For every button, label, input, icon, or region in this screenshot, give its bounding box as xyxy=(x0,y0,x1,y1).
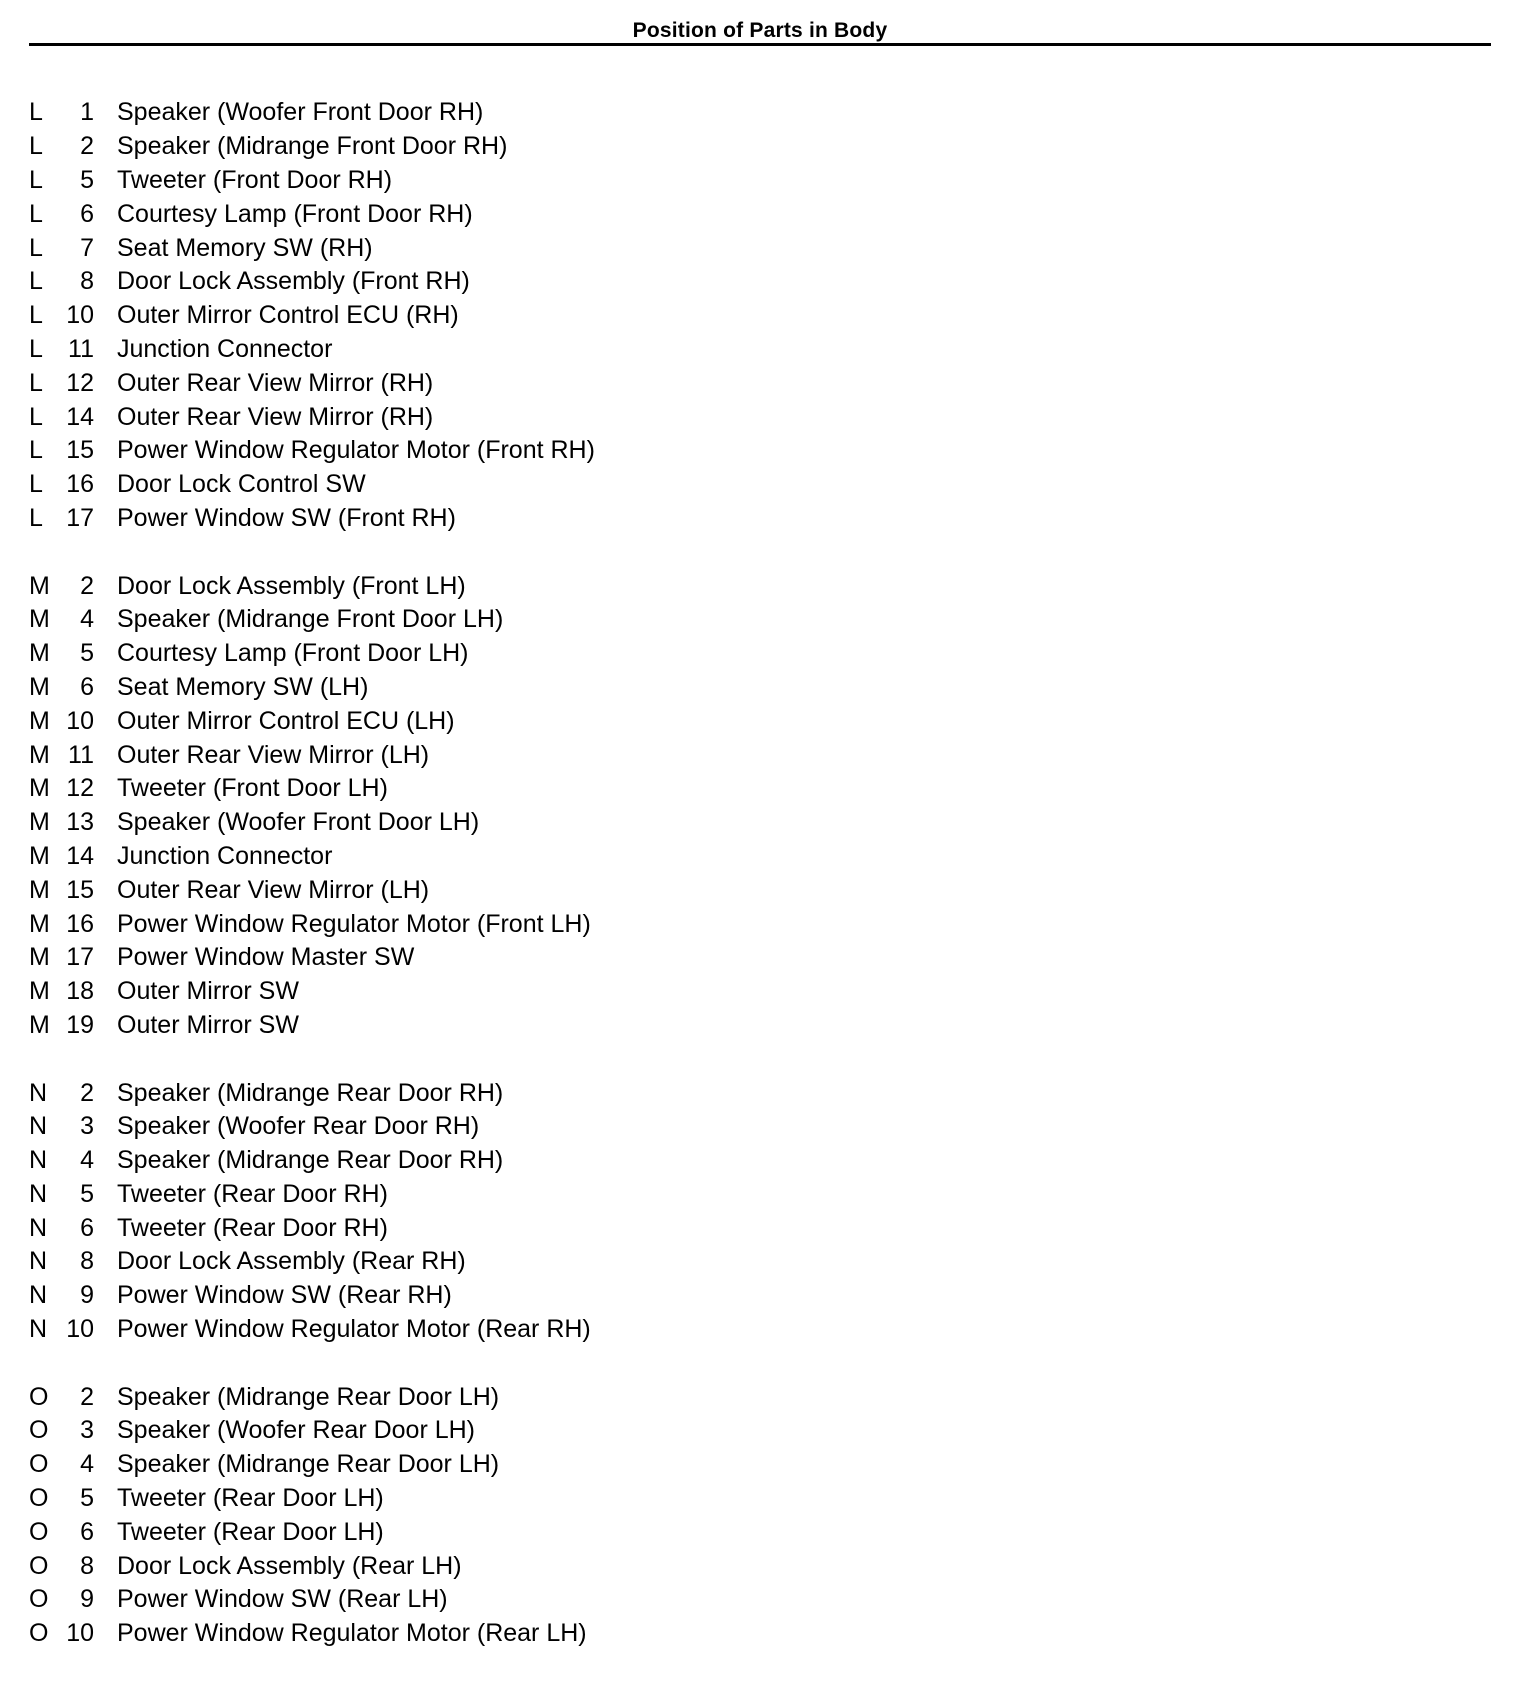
part-name: Speaker (Woofer Front Door RH) xyxy=(117,98,484,127)
part-name: Junction Connector xyxy=(117,334,333,363)
part-location-letter: M xyxy=(29,639,50,668)
part-row xyxy=(29,907,1489,941)
part-location-letter: N xyxy=(29,1146,48,1175)
part-name: Door Lock Assembly (Front RH) xyxy=(117,267,470,296)
part-name: Outer Mirror SW xyxy=(117,977,299,1006)
part-number: 11 xyxy=(68,740,94,769)
part-name: Power Window SW (Front RH) xyxy=(117,503,456,532)
part-row xyxy=(29,1245,1489,1279)
part-location-letter: M xyxy=(29,571,50,600)
part-number: 2 xyxy=(80,1382,94,1411)
part-location-letter: M xyxy=(29,977,50,1006)
part-name: Power Window Master SW xyxy=(117,943,415,972)
part-location-letter: O xyxy=(29,1382,49,1411)
part-location-letter: M xyxy=(29,774,50,803)
part-location-letter: M xyxy=(29,706,50,735)
part-number: 2 xyxy=(80,571,94,600)
part-location-letter: L xyxy=(29,368,43,397)
part-row xyxy=(29,671,1489,705)
part-row xyxy=(29,806,1489,840)
part-group-o xyxy=(29,1380,1489,1650)
part-location-letter: L xyxy=(29,132,43,161)
part-number: 4 xyxy=(80,1146,94,1175)
part-number: 13 xyxy=(66,808,94,837)
part-row xyxy=(29,1144,1489,1178)
part-number: 17 xyxy=(66,943,94,972)
part-row xyxy=(29,975,1489,1009)
part-number: 1 xyxy=(80,98,94,127)
part-number: 16 xyxy=(66,470,94,499)
part-row xyxy=(29,197,1489,231)
part-location-letter: O xyxy=(29,1551,49,1580)
part-number: 10 xyxy=(66,1315,94,1344)
part-row xyxy=(29,1009,1489,1043)
part-name: Door Lock Assembly (Front LH) xyxy=(117,571,466,600)
part-row xyxy=(29,1448,1489,1482)
part-row xyxy=(29,1549,1489,1583)
part-name: Outer Mirror Control ECU (LH) xyxy=(117,706,455,735)
part-name: Speaker (Woofer Rear Door LH) xyxy=(117,1416,476,1445)
part-name: Outer Rear View Mirror (LH) xyxy=(117,740,430,769)
part-number: 2 xyxy=(80,132,94,161)
part-location-letter: L xyxy=(29,165,43,194)
part-name: Speaker (Midrange Rear Door RH) xyxy=(117,1078,504,1107)
part-name: Tweeter (Rear Door LH) xyxy=(117,1517,384,1546)
part-location-letter: O xyxy=(29,1585,49,1614)
part-row xyxy=(29,1279,1489,1313)
part-number: 10 xyxy=(66,1619,94,1648)
part-name: Door Lock Control SW xyxy=(117,470,366,499)
part-location-letter: M xyxy=(29,875,50,904)
part-row xyxy=(29,231,1489,265)
part-row xyxy=(29,873,1489,907)
part-location-letter: N xyxy=(29,1213,48,1242)
part-location-letter: N xyxy=(29,1112,48,1141)
part-group-l xyxy=(29,96,1489,535)
part-name: Door Lock Assembly (Rear LH) xyxy=(117,1551,462,1580)
part-location-letter: O xyxy=(29,1450,49,1479)
part-row xyxy=(29,704,1489,738)
part-name: Power Window Regulator Motor (Front RH) xyxy=(117,436,595,465)
part-name: Power Window Regulator Motor (Rear RH) xyxy=(117,1315,591,1344)
part-name: Junction Connector xyxy=(117,841,333,870)
part-row xyxy=(29,1110,1489,1144)
part-row xyxy=(29,130,1489,164)
part-name: Seat Memory SW (LH) xyxy=(117,672,369,701)
part-row xyxy=(29,164,1489,198)
part-location-letter: M xyxy=(29,740,50,769)
part-name: Speaker (Midrange Rear Door RH) xyxy=(117,1146,504,1175)
part-number: 2 xyxy=(80,1078,94,1107)
part-number: 10 xyxy=(66,301,94,330)
part-location-letter: L xyxy=(29,470,43,499)
part-number: 5 xyxy=(80,1179,94,1208)
part-group-n xyxy=(29,1076,1489,1346)
part-location-letter: L xyxy=(29,334,43,363)
part-row xyxy=(29,603,1489,637)
part-row xyxy=(29,502,1489,536)
part-location-letter: L xyxy=(29,267,43,296)
part-name: Courtesy Lamp (Front Door RH) xyxy=(117,199,473,228)
part-row xyxy=(29,1178,1489,1212)
page-title: Position of Parts in Body xyxy=(632,19,888,42)
part-location-letter: M xyxy=(29,909,50,938)
part-location-letter: M xyxy=(29,1010,50,1039)
part-row xyxy=(29,1617,1489,1651)
part-name: Power Window Regulator Motor (Front LH) xyxy=(117,909,591,938)
part-location-letter: L xyxy=(29,233,43,262)
part-location-letter: O xyxy=(29,1484,49,1513)
part-row xyxy=(29,400,1489,434)
part-number: 6 xyxy=(80,1517,94,1546)
part-row xyxy=(29,333,1489,367)
part-row xyxy=(29,1583,1489,1617)
part-location-letter: L xyxy=(29,199,43,228)
part-row xyxy=(29,1414,1489,1448)
part-number: 4 xyxy=(80,605,94,634)
part-row xyxy=(29,738,1489,772)
part-location-letter: M xyxy=(29,841,50,870)
part-location-letter: M xyxy=(29,672,50,701)
title-divider xyxy=(29,43,1491,46)
part-name: Speaker (Woofer Rear Door RH) xyxy=(117,1112,480,1141)
part-name: Outer Rear View Mirror (RH) xyxy=(117,402,434,431)
part-row xyxy=(29,299,1489,333)
part-number: 6 xyxy=(80,199,94,228)
part-number: 5 xyxy=(80,165,94,194)
part-number: 9 xyxy=(80,1281,94,1310)
part-number: 6 xyxy=(80,1213,94,1242)
part-name: Door Lock Assembly (Rear RH) xyxy=(117,1247,466,1276)
part-location-letter: O xyxy=(29,1416,49,1445)
part-number: 5 xyxy=(80,1484,94,1513)
part-number: 15 xyxy=(66,875,94,904)
part-number: 18 xyxy=(66,977,94,1006)
part-name: Outer Mirror SW xyxy=(117,1010,299,1039)
part-row xyxy=(29,1482,1489,1516)
part-name: Tweeter (Rear Door RH) xyxy=(117,1179,388,1208)
part-name: Speaker (Midrange Rear Door LH) xyxy=(117,1450,500,1479)
part-row xyxy=(29,1380,1489,1414)
part-name: Seat Memory SW (RH) xyxy=(117,233,373,262)
part-row xyxy=(29,265,1489,299)
parts-list xyxy=(29,96,1489,1684)
part-location-letter: L xyxy=(29,301,43,330)
part-name: Power Window SW (Rear LH) xyxy=(117,1585,448,1614)
part-location-letter: N xyxy=(29,1315,48,1344)
part-row xyxy=(29,840,1489,874)
part-number: 3 xyxy=(80,1112,94,1141)
part-row xyxy=(29,96,1489,130)
part-name: Power Window SW (Rear RH) xyxy=(117,1281,452,1310)
part-number: 8 xyxy=(80,1551,94,1580)
part-number: 8 xyxy=(80,267,94,296)
part-number: 9 xyxy=(80,1585,94,1614)
part-number: 12 xyxy=(66,368,94,397)
part-number: 4 xyxy=(80,1450,94,1479)
part-location-letter: N xyxy=(29,1078,48,1107)
part-number: 11 xyxy=(68,334,94,363)
part-row xyxy=(29,772,1489,806)
part-location-letter: L xyxy=(29,402,43,431)
part-name: Tweeter (Rear Door RH) xyxy=(117,1213,388,1242)
part-location-letter: O xyxy=(29,1619,49,1648)
part-row xyxy=(29,569,1489,603)
part-location-letter: L xyxy=(29,503,43,532)
part-row xyxy=(29,1076,1489,1110)
part-location-letter: L xyxy=(29,98,43,127)
part-location-letter: N xyxy=(29,1247,48,1276)
part-name: Outer Mirror Control ECU (RH) xyxy=(117,301,459,330)
part-location-letter: N xyxy=(29,1281,48,1310)
part-number: 14 xyxy=(66,402,94,431)
part-row xyxy=(29,366,1489,400)
part-row xyxy=(29,637,1489,671)
part-row xyxy=(29,941,1489,975)
part-name: Speaker (Midrange Front Door LH) xyxy=(117,605,504,634)
part-number: 14 xyxy=(66,841,94,870)
part-number: 15 xyxy=(66,436,94,465)
part-number: 6 xyxy=(80,672,94,701)
part-location-letter: M xyxy=(29,943,50,972)
part-name: Outer Rear View Mirror (LH) xyxy=(117,875,430,904)
part-name: Tweeter (Front Door LH) xyxy=(117,774,388,803)
part-number: 8 xyxy=(80,1247,94,1276)
part-name: Tweeter (Rear Door LH) xyxy=(117,1484,384,1513)
part-name: Power Window Regulator Motor (Rear LH) xyxy=(117,1619,587,1648)
part-number: 7 xyxy=(80,233,94,262)
part-row xyxy=(29,468,1489,502)
part-row xyxy=(29,1515,1489,1549)
part-location-letter: L xyxy=(29,436,43,465)
part-name: Speaker (Midrange Rear Door LH) xyxy=(117,1382,500,1411)
part-location-letter: O xyxy=(29,1517,49,1546)
part-name: Tweeter (Front Door RH) xyxy=(117,165,393,194)
part-number: 5 xyxy=(80,639,94,668)
part-location-letter: M xyxy=(29,605,50,634)
part-number: 3 xyxy=(80,1416,94,1445)
part-name: Outer Rear View Mirror (RH) xyxy=(117,368,434,397)
part-number: 19 xyxy=(66,1010,94,1039)
part-name: Speaker (Woofer Front Door LH) xyxy=(117,808,480,837)
part-number: 16 xyxy=(66,909,94,938)
part-name: Speaker (Midrange Front Door RH) xyxy=(117,132,508,161)
part-number: 12 xyxy=(66,774,94,803)
part-row xyxy=(29,434,1489,468)
part-row xyxy=(29,1313,1489,1347)
part-group-m xyxy=(29,569,1489,1042)
part-number: 17 xyxy=(66,503,94,532)
part-number: 10 xyxy=(66,706,94,735)
part-location-letter: M xyxy=(29,808,50,837)
part-row xyxy=(29,1211,1489,1245)
part-name: Courtesy Lamp (Front Door LH) xyxy=(117,639,469,668)
part-location-letter: N xyxy=(29,1179,48,1208)
